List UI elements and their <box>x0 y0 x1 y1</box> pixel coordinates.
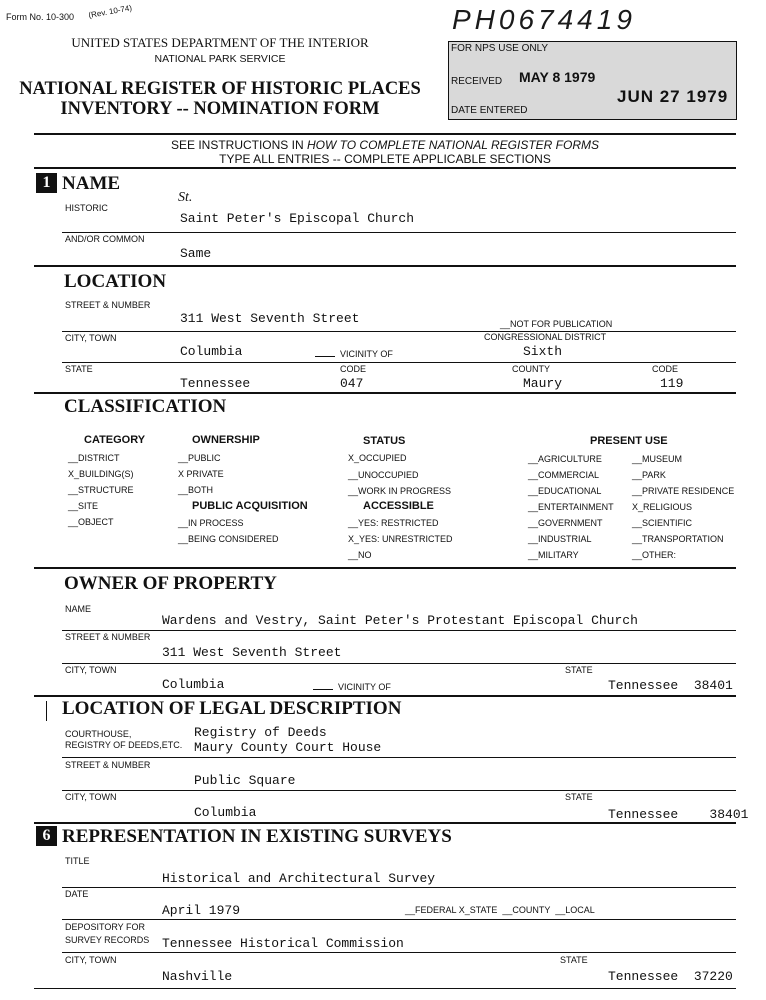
section-title-classification: CLASSIFICATION <box>64 396 227 417</box>
section-rule <box>34 567 736 569</box>
nps-use-box <box>448 41 737 120</box>
section-rule <box>34 265 736 267</box>
ownership-header: OWNERSHIP <box>192 434 260 446</box>
rule <box>62 887 736 888</box>
congressional-district-value: Sixth <box>523 344 563 359</box>
courthouse-label: COURTHOUSE, <box>65 729 132 739</box>
county-code-value: 119 <box>660 376 684 391</box>
status-item: __WORK IN PROGRESS <box>348 486 452 496</box>
owner-city-value: Columbia <box>162 677 225 692</box>
state-code-label: CODE <box>340 364 367 374</box>
survey-level-options: __FEDERAL X_STATE __COUNTY __LOCAL <box>405 905 595 915</box>
section-title-name: NAME <box>62 173 121 194</box>
received-label: RECEIVED <box>451 76 503 87</box>
section-rule <box>34 392 736 394</box>
present-use-item: __OTHER: <box>632 550 677 560</box>
handwritten-reference-number: PH0674419 <box>452 4 636 35</box>
rule <box>62 952 736 953</box>
vicinity-blank <box>313 689 333 690</box>
owner-state-value: Tennessee 38401 <box>608 678 733 693</box>
state-code-value: 047 <box>340 376 364 391</box>
present-use-item: __GOVERNMENT <box>528 518 603 528</box>
rule <box>62 663 736 664</box>
survey-title-value: Historical and Architectural Survey <box>162 871 436 886</box>
present-use-item: __COMMERCIAL <box>528 470 600 480</box>
present-use-item: __SCIENTIFIC <box>632 518 693 528</box>
present-use-header: PRESENT USE <box>590 435 668 447</box>
state-label: STATE <box>65 364 93 374</box>
survey-city-label: CITY, TOWN <box>65 955 117 965</box>
acquisition-item: __IN PROCESS <box>178 518 244 528</box>
entered-stamp: JUN 27 1979 <box>617 87 729 106</box>
registry-label: REGISTRY OF DEEDS,ETC. <box>65 740 183 750</box>
status-header: STATUS <box>363 435 406 447</box>
present-use-item: __MUSEUM <box>632 454 683 464</box>
legal-state-value: Tennessee 38401 <box>608 807 749 822</box>
category-item: __OBJECT <box>68 517 114 527</box>
rule <box>62 362 736 363</box>
historic-label: HISTORIC <box>65 203 108 213</box>
street-number-label: STREET & NUMBER <box>65 300 151 310</box>
owner-name-label: NAME <box>65 604 92 614</box>
status-item: __UNOCCUPIED <box>348 470 419 480</box>
vicinity-blank <box>315 356 335 357</box>
instructions-line1: SEE INSTRUCTIONS IN HOW TO COMPLETE NATIONAL REGISTER FORMS <box>170 138 600 152</box>
common-name-label: AND/OR COMMON <box>65 234 145 244</box>
ownership-item: X PRIVATE <box>178 469 224 479</box>
ownership-item: __BOTH <box>178 485 214 495</box>
form-title-line2: INVENTORY -- NOMINATION FORM <box>60 99 380 119</box>
instructions-line2: TYPE ALL ENTRIES -- COMPLETE APPLICABLE SECTIONS <box>219 152 551 166</box>
present-use-item: X_RELIGIOUS <box>632 502 693 512</box>
owner-street-value: 311 West Seventh Street <box>162 645 342 660</box>
ownership-item: __PUBLIC <box>178 453 221 463</box>
legal-street-value: Public Square <box>194 773 296 788</box>
not-for-publication-option: __NOT FOR PUBLICATION <box>500 319 613 329</box>
legal-city-value: Columbia <box>194 805 257 820</box>
present-use-item: __AGRICULTURE <box>528 454 602 464</box>
rule <box>62 790 736 791</box>
instructions-rule <box>34 167 736 169</box>
owner-street-label: STREET & NUMBER <box>65 632 151 642</box>
county-value: Maury <box>523 376 563 391</box>
margin-mark <box>46 701 47 721</box>
city-town-label: CITY, TOWN <box>65 333 117 343</box>
rule <box>62 630 736 631</box>
present-use-item: __TRANSPORTATION <box>632 534 724 544</box>
survey-state-value: Tennessee 37220 <box>608 969 733 984</box>
accessible-header: ACCESSIBLE <box>363 500 434 512</box>
present-use-item: __EDUCATIONAL <box>528 486 602 496</box>
legal-city-label: CITY, TOWN <box>65 792 117 802</box>
section-rule <box>34 695 736 697</box>
accessible-item: __YES: RESTRICTED <box>348 518 439 528</box>
bottom-rule <box>34 988 736 989</box>
section-rule <box>34 822 736 824</box>
rule <box>62 331 736 332</box>
present-use-item: __MILITARY <box>528 550 579 560</box>
department-name: UNITED STATES DEPARTMENT OF THE INTERIOR <box>71 35 369 50</box>
county-label: COUNTY <box>512 364 550 374</box>
owner-vicinity-label: VICINITY OF <box>338 682 391 692</box>
vicinity-label: VICINITY OF <box>340 349 393 359</box>
category-item: X_BUILDING(S) <box>68 469 134 479</box>
city-value: Columbia <box>180 344 243 359</box>
courthouse-value-line1: Registry of Deeds <box>194 725 327 740</box>
rule <box>62 757 736 758</box>
present-use-item: __ENTERTAINMENT <box>528 502 614 512</box>
depository-label-line1: DEPOSITORY FOR <box>65 922 146 932</box>
form-title-line1: NATIONAL REGISTER OF HISTORIC PLACES <box>19 79 421 99</box>
historic-name-value: Saint Peter's Episcopal Church <box>180 211 415 226</box>
courthouse-value-line2: Maury County Court House <box>194 740 382 755</box>
category-item: __STRUCTURE <box>68 485 134 495</box>
depository-label-line2: SURVEY RECORDS <box>65 935 150 945</box>
acquisition-item: __BEING CONSIDERED <box>178 534 279 544</box>
section-title-surveys: REPRESENTATION IN EXISTING SURVEYS <box>62 826 452 847</box>
form-revision: (Rev. 10-74) <box>87 3 133 20</box>
category-item: __SITE <box>68 501 99 511</box>
owner-city-label: CITY, TOWN <box>65 665 117 675</box>
form-number: Form No. 10-300 <box>6 12 75 22</box>
service-name: NATIONAL PARK SERVICE <box>154 53 286 65</box>
rule <box>62 232 736 233</box>
nps-use-label: FOR NPS USE ONLY <box>451 43 549 54</box>
header-rule <box>34 133 736 135</box>
category-item: __DISTRICT <box>68 453 120 463</box>
section-title-legal-description: LOCATION OF LEGAL DESCRIPTION <box>62 698 402 719</box>
section-title-owner: OWNER OF PROPERTY <box>64 573 277 594</box>
status-item: X_OCCUPIED <box>348 453 407 463</box>
common-name-value: Same <box>180 246 212 261</box>
rule <box>62 919 736 920</box>
present-use-item: __PARK <box>632 470 666 480</box>
section-number-1: 1 <box>36 173 57 193</box>
survey-city-value: Nashville <box>162 969 233 984</box>
survey-state-label: STATE <box>560 955 588 965</box>
survey-date-value: April 1979 <box>162 903 241 918</box>
accessible-item: __NO <box>348 550 372 560</box>
survey-title-label: TITLE <box>65 856 90 866</box>
section-number-6: 6 <box>36 826 57 846</box>
owner-name-value: Wardens and Vestry, Saint Peter's Protestant Episcopal Church <box>162 613 638 628</box>
date-entered-label: DATE ENTERED <box>451 105 528 116</box>
received-stamp: MAY 8 1979 <box>519 69 596 85</box>
owner-state-label: STATE <box>565 665 593 675</box>
state-value: Tennessee <box>180 376 251 391</box>
survey-date-label: DATE <box>65 889 89 899</box>
county-code-label: CODE <box>652 364 679 374</box>
section-title-location: LOCATION <box>64 271 167 292</box>
public-acquisition-header: PUBLIC ACQUISITION <box>192 500 308 512</box>
accessible-item: X_YES: UNRESTRICTED <box>348 534 453 544</box>
congressional-district-label: CONGRESSIONAL DISTRICT <box>484 332 607 342</box>
street-value: 311 West Seventh Street <box>180 311 360 326</box>
present-use-item: __INDUSTRIAL <box>528 534 592 544</box>
category-header: CATEGORY <box>84 434 146 446</box>
handwritten-st: St. <box>178 190 193 205</box>
legal-state-label: STATE <box>565 792 593 802</box>
legal-street-label: STREET & NUMBER <box>65 760 151 770</box>
present-use-item: __PRIVATE RESIDENCE <box>632 486 735 496</box>
depository-value: Tennessee Historical Commission <box>162 936 404 951</box>
